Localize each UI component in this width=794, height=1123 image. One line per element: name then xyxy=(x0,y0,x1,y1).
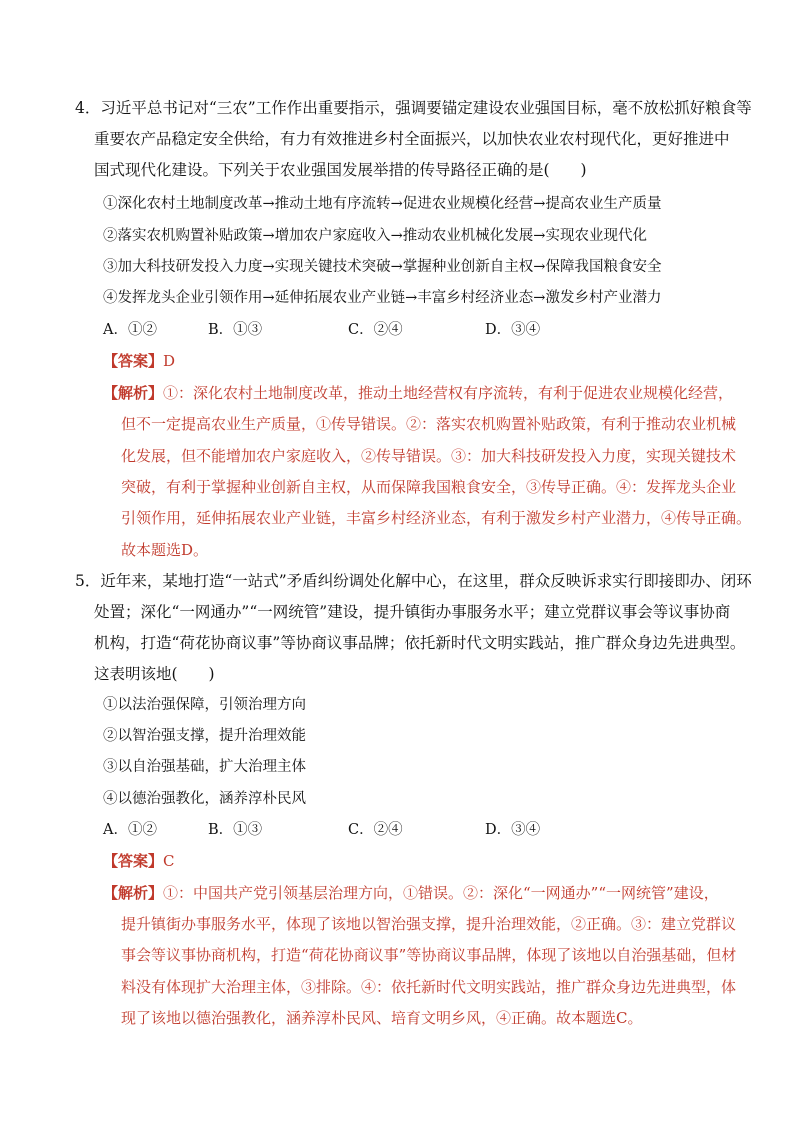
choice-b: B．①③ xyxy=(208,322,263,338)
answer-value: D xyxy=(163,352,176,370)
option-item: ②以智治强支撑，提升治理效能 xyxy=(103,728,306,744)
analysis-text: 料没有体现扩大治理主体，③排除。④：依托新时代文明实践站，推广群众身边先进典型，体 xyxy=(121,978,737,996)
option-item: ④发挥龙头企业引领作用→延伸拓展农业产业链→丰富乡村经济业态→激发乡村产业潜力 xyxy=(103,290,662,306)
answer-tag: 【答案】 xyxy=(103,852,164,870)
option-item: ④以德治强教化，涵养淳朴民风 xyxy=(103,791,306,807)
choice-a: A．①② xyxy=(103,322,157,338)
option-item: ①深化农村土地制度改革→推动土地有序流转→促进农业规模化经营→提高农业生产质量 xyxy=(103,196,662,212)
answer-choices xyxy=(103,820,583,840)
analysis-text: ①：中国共产党引领基层治理方向，①错误。②：深化“一网通办”“一网统管”建设， xyxy=(163,884,719,902)
answer-line xyxy=(103,851,175,871)
analysis-line xyxy=(103,383,733,403)
analysis-text: 故本题选D。 xyxy=(121,541,209,559)
analysis-text: 化发展，但不能增加农户家庭收入，②传导错误。③：加大科技研发投入力度，实现关键技术 xyxy=(121,447,737,465)
question-stem-line: 这表明该地( ) xyxy=(94,665,215,683)
answer-line xyxy=(103,351,175,371)
choice-a: A．①② xyxy=(103,822,157,838)
answer-value: C xyxy=(163,852,175,870)
analysis-text: ①：深化农村土地制度改革，推动土地经营权有序流转，有利于促进农业规模化经营， xyxy=(163,384,734,402)
question-stem-line: 重要农产品稳定安全供给，有力有效推进乡村全面振兴，以加快农业农村现代化，更好推进中 xyxy=(94,130,730,148)
choice-d: D．③④ xyxy=(485,322,541,338)
choice-b: B．①③ xyxy=(208,822,263,838)
analysis-text: 引领作用，延伸拓展农业产业链，丰富乡村经济业态，有利于激发乡村产业潜力，④传导正确。 xyxy=(121,509,752,527)
analysis-text: 现了该地以德治强教化，涵养淳朴民风、培育文明乡风，④正确。故本题选C。 xyxy=(121,1009,643,1027)
answer-choices xyxy=(103,320,583,340)
analysis-tag: 【解析】 xyxy=(103,884,164,902)
analysis-text: 突破，有利于掌握种业创新自主权，从而保障我国粮食安全，③传导正确。④：发挥龙头企业 xyxy=(121,478,737,496)
analysis-line xyxy=(103,883,719,903)
question-stem-line: 机构，打造“荷花协商议事”等协商议事品牌；依托新时代文明实践站，推广群众身边先进典型。 xyxy=(94,634,746,652)
analysis-tag: 【解析】 xyxy=(103,384,164,402)
choice-d: D．③④ xyxy=(485,822,541,838)
option-item: ③以自治强基础，扩大治理主体 xyxy=(103,759,306,775)
choice-c: C．②④ xyxy=(348,822,403,838)
question-stem-line: 国式现代化建设。下列关于农业强国发展举措的传导路径正确的是( ) xyxy=(94,161,587,179)
option-item: ②落实农机购置补贴政策→增加农户家庭收入→推动农业机械化发展→实现农业现代化 xyxy=(103,228,647,244)
choice-c: C．②④ xyxy=(348,322,403,338)
analysis-text: 提升镇街办事服务水平，体现了该地以智治强支撑，提升治理效能，②正确。③：建立党群议 xyxy=(121,915,737,933)
analysis-text: 但不一定提高农业生产质量，①传导错误。②：落实农机购置补贴政策，有利于推动农业机械 xyxy=(121,415,737,433)
question-stem-line: 5．近年来，某地打造“一站式”矛盾纠纷调处化解中心，在这里，群众反映诉求实行即接即办、闭环 xyxy=(75,572,752,590)
answer-tag: 【答案】 xyxy=(103,352,164,370)
question-stem-line: 处置；深化“一网通办”“一网统管”建设，提升镇街办事服务水平；建立党群议事会等议事协商 xyxy=(94,603,731,621)
question-stem-line: 4．习近平总书记对“三农”工作作出重要指示，强调要锚定建设农业强国目标，毫不放松抓好粮食等 xyxy=(75,99,752,117)
option-item: ③加大科技研发投入力度→实现关键技术突破→掌握种业创新自主权→保障我国粮食安全 xyxy=(103,259,662,275)
option-item: ①以法治强保障，引领治理方向 xyxy=(103,697,306,713)
analysis-text: 事会等议事协商机构，打造“荷花协商议事”等协商议事品牌，体现了该地以自治强基础，但材 xyxy=(121,946,737,964)
